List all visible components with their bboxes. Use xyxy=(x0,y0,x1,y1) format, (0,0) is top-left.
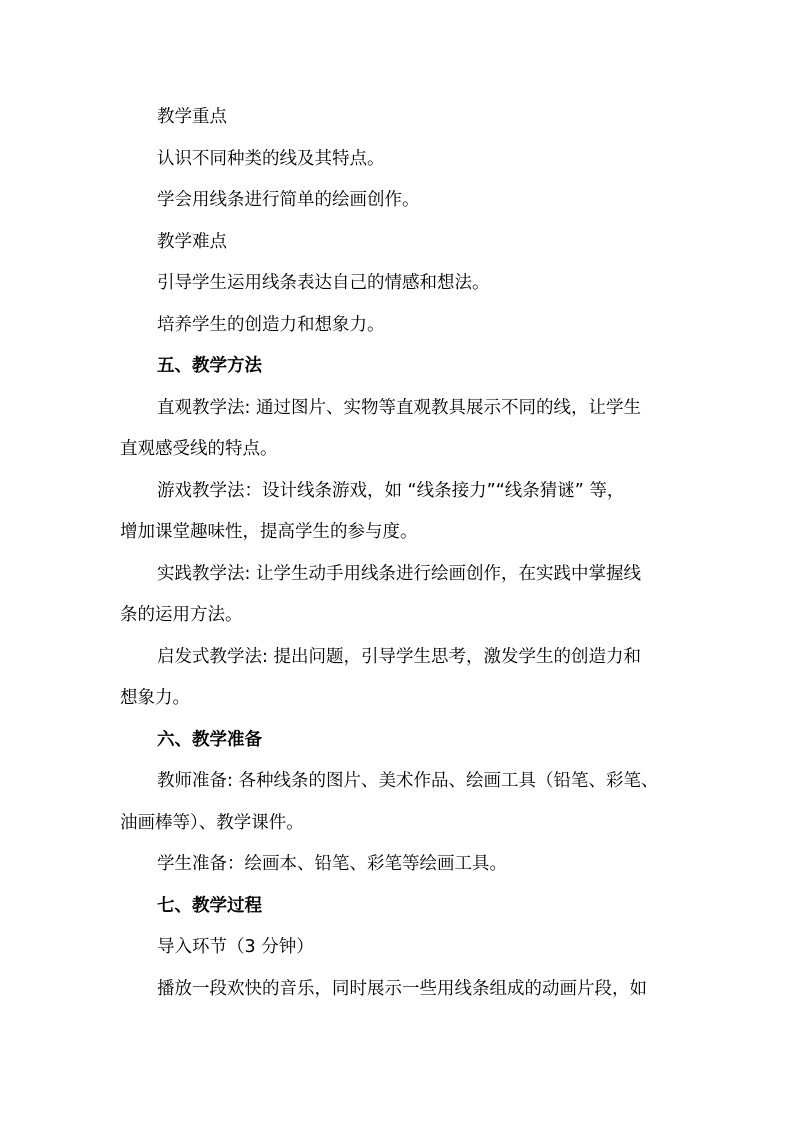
subheading-teaching-difficulty: 教学难点 xyxy=(157,231,227,252)
subheading-teaching-focus: 教学重点 xyxy=(157,107,227,127)
paragraph-line: 直观教学法: 通过图片、实物等直观教具展示不同的线，让学生 xyxy=(157,397,641,418)
section-heading-teaching-preparation: 六、教学准备 xyxy=(157,729,262,750)
paragraph-line: 游戏教学法：设计线条游戏，如 “线条接力”“线条猜谜” 等， xyxy=(157,480,625,501)
paragraph-line: 条的运用方法。 xyxy=(120,605,243,625)
document-body xyxy=(120,97,680,1010)
paragraph-line: 实践教学法: 让学生动手用线条进行绘画创作，在实践中掌握线 xyxy=(157,563,641,584)
paragraph-line: 认识不同种类的线及其特点。 xyxy=(157,148,385,169)
paragraph-line: 增加课堂趣味性，提高学生的参与度。 xyxy=(120,522,418,542)
paragraph-line: 教师准备: 各种线条的图片、美术作品、绘画工具（铅笔、彩笔、 xyxy=(157,771,659,791)
paragraph-line: 启发式教学法: 提出问题，引导学生思考，激发学生的创造力和 xyxy=(157,646,641,667)
paragraph-line: 学生准备：绘画本、铅笔、彩笔等绘画工具。 xyxy=(157,854,507,874)
section-heading-teaching-process: 七、教学过程 xyxy=(157,895,262,916)
paragraph-line: 学会用线条进行简单的绘画创作。 xyxy=(157,190,420,210)
paragraph-line: 播放一段欢快的音乐，同时展示一些用线条组成的动画片段，如 xyxy=(157,978,647,999)
paragraph-line: 引导学生运用线条表达自己的情感和想法。 xyxy=(157,273,490,293)
paragraph-line: 想象力。 xyxy=(120,688,190,708)
section-heading-teaching-methods: 五、教学方法 xyxy=(157,356,262,376)
paragraph-line: 直观感受线的特点。 xyxy=(120,439,278,459)
paragraph-line: 油画棒等）、教学课件。 xyxy=(120,812,304,833)
paragraph-line: 培养学生的创造力和想象力。 xyxy=(157,314,385,335)
subheading-introduction: 导入环节（3 分钟） xyxy=(157,937,314,957)
